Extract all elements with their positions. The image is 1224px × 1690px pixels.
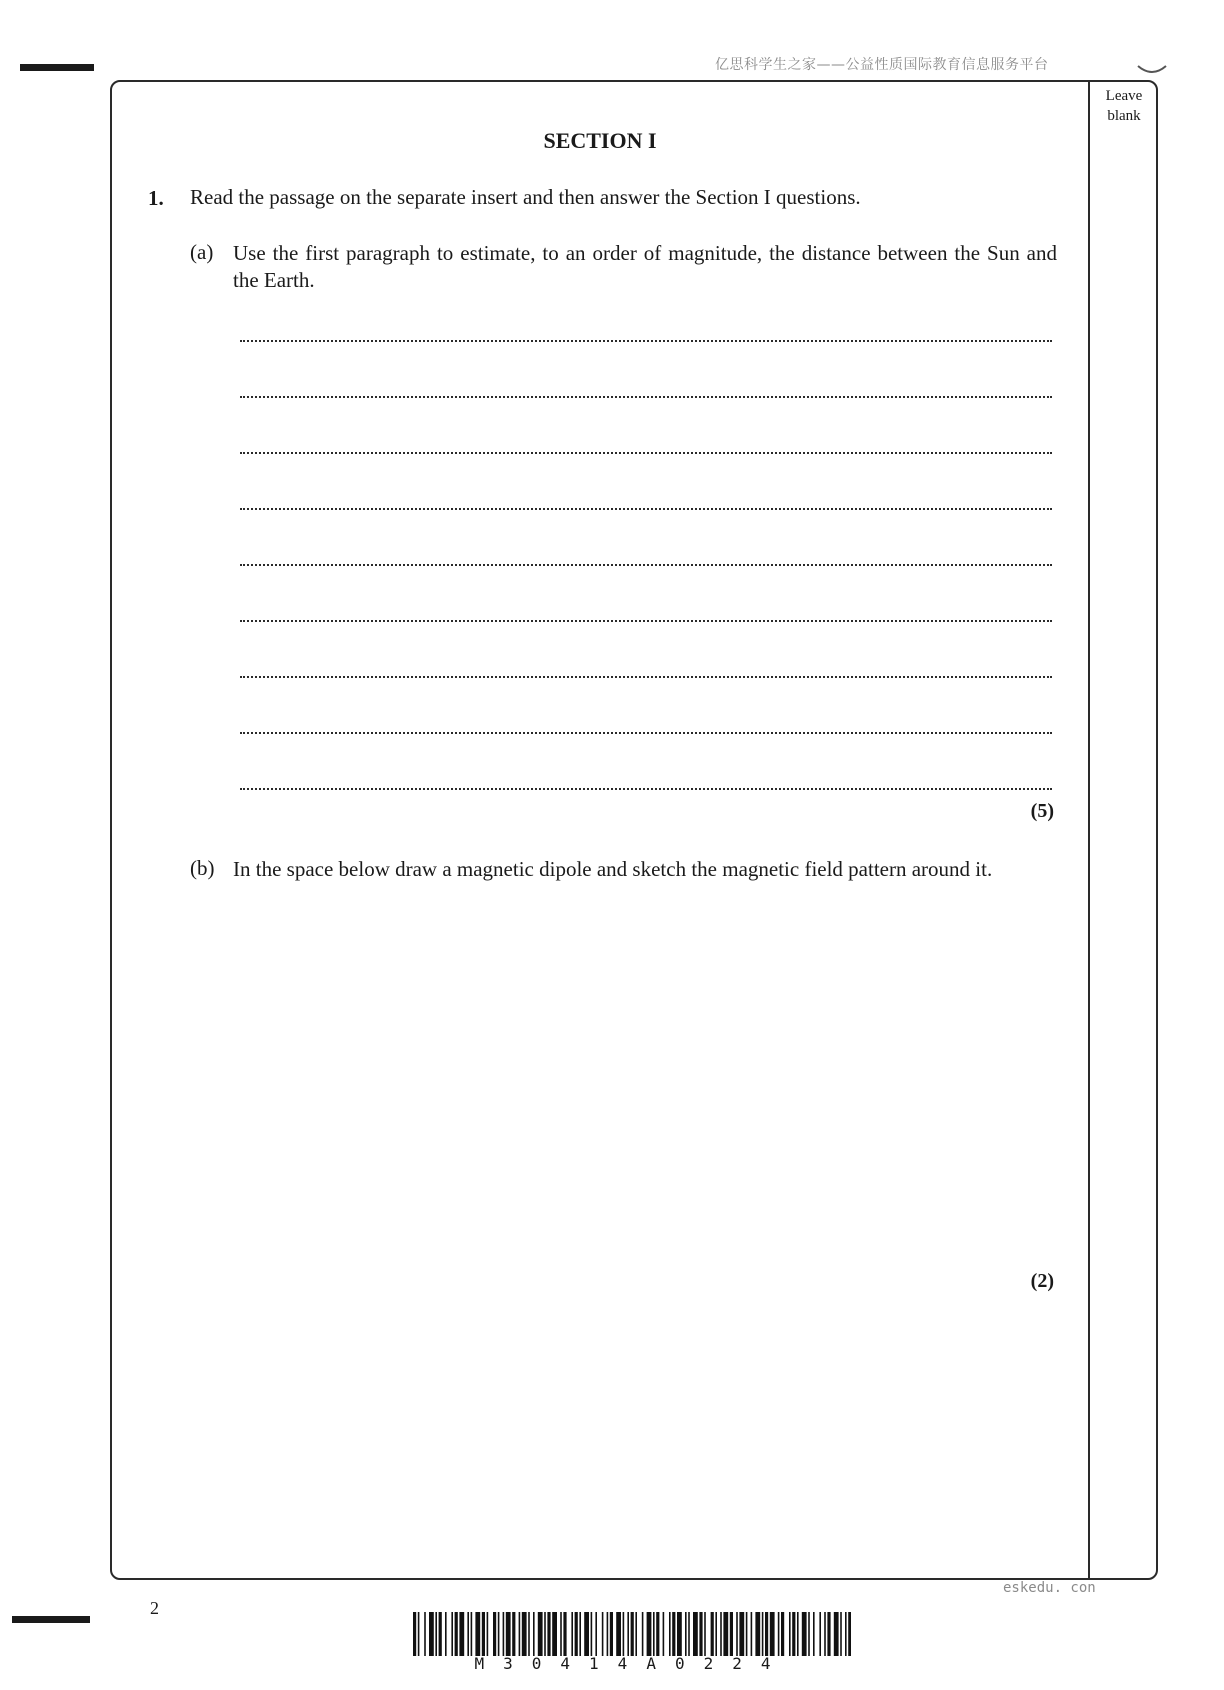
leave-blank-label: Leave blank [1105, 88, 1143, 124]
part-a-marks: (5) [1030, 800, 1054, 822]
answer-line[interactable] [240, 452, 1052, 454]
barcode-text: M30414A0224 [474, 1654, 790, 1673]
section-title: SECTION I [543, 128, 657, 153]
answer-line[interactable] [240, 620, 1052, 622]
page-number: 2 [150, 1598, 159, 1618]
header-watermark: 亿思科学生之家——公益性质国际教育信息服务平台 [715, 57, 1049, 73]
part-b-marks: (2) [1030, 1270, 1054, 1292]
part-b-text: In the space below draw a magnetic dipole and sketch the magnetic field pattern around it. [233, 857, 993, 881]
answer-line[interactable] [240, 508, 1052, 510]
answer-frame [110, 80, 1158, 1580]
corner-mark-icon [1135, 60, 1169, 80]
registration-mark-bottom-left [12, 1616, 90, 1623]
answer-line[interactable] [240, 788, 1052, 790]
part-b-label: (b) [190, 856, 215, 880]
answer-line[interactable] [240, 732, 1052, 734]
question-number: 1. [148, 186, 164, 210]
registration-mark-top-left [20, 64, 94, 71]
question-text: Read the passage on the separate insert and then answer the Section I questions. [190, 185, 861, 209]
answer-line[interactable] [240, 676, 1052, 678]
margin-divider [1088, 80, 1090, 1580]
answer-line[interactable] [240, 340, 1052, 342]
part-b-drawing-area[interactable] [233, 920, 1053, 1260]
footer-site-watermark: eskedu. con [1003, 1580, 1096, 1596]
part-a-text: Use the first paragraph to estimate, to an order of magnitude, the distance between the Sun and the Earth. [233, 241, 1057, 292]
barcode-image [413, 1612, 851, 1656]
answer-line[interactable] [240, 564, 1052, 566]
answer-line[interactable] [240, 396, 1052, 398]
part-a-label: (a) [190, 240, 214, 264]
